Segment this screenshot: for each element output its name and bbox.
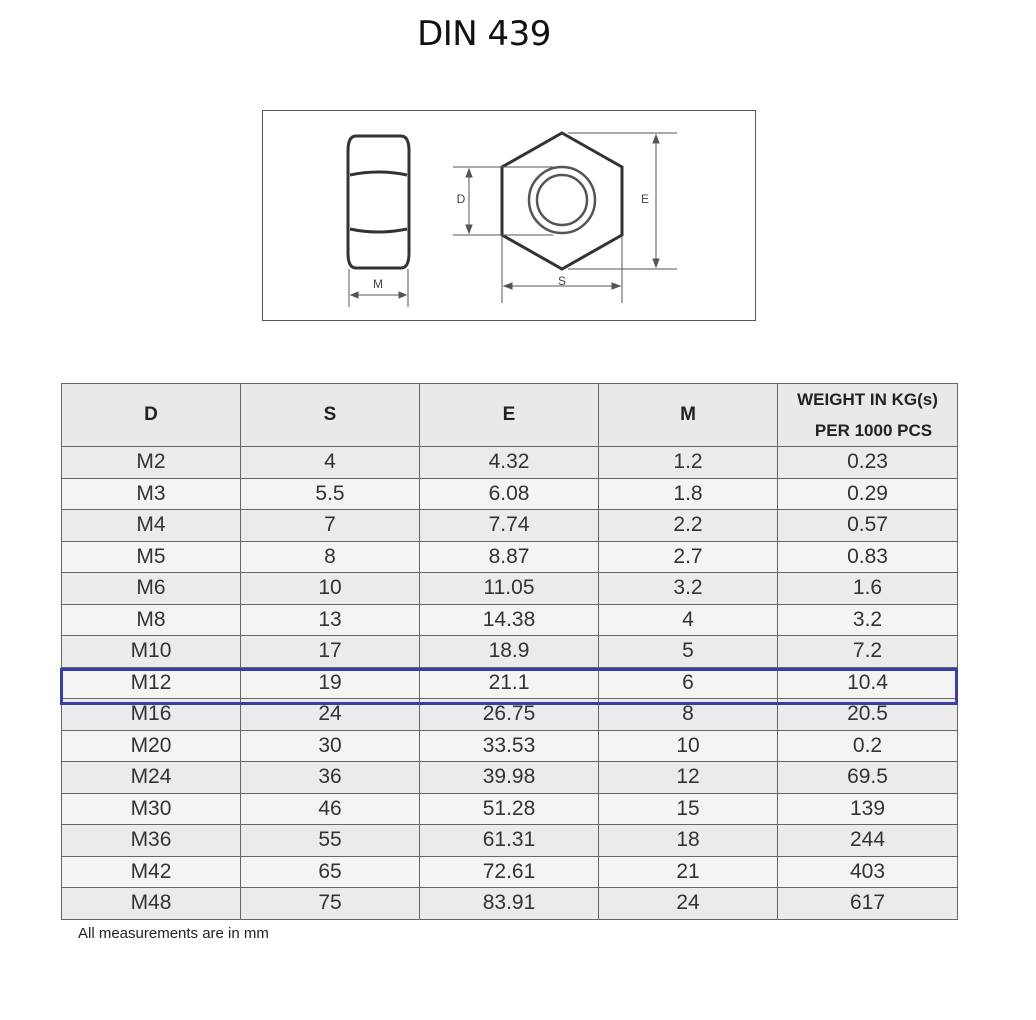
cell-m: 12 [599, 762, 778, 794]
table-row [62, 478, 958, 510]
cell-e: 26.75 [420, 699, 599, 731]
table-row [62, 699, 958, 731]
header-weight-line1: WEIGHT IN KG(s) [797, 390, 938, 409]
header-m: M [599, 384, 778, 447]
header-weight [778, 384, 958, 447]
cell-e: 83.91 [420, 888, 599, 920]
cell-weight: 20.5 [778, 699, 958, 731]
dim-label-s: S [557, 274, 567, 288]
cell-m: 10 [599, 730, 778, 762]
cell-s: 19 [241, 667, 420, 699]
cell-s: 55 [241, 825, 420, 857]
cell-e: 11.05 [420, 573, 599, 605]
cell-d: M12 [62, 667, 241, 699]
cell-m: 6 [599, 667, 778, 699]
cell-m: 15 [599, 793, 778, 825]
table-row [62, 573, 958, 605]
cell-weight: 3.2 [778, 604, 958, 636]
cell-m: 18 [599, 825, 778, 857]
footnote: All measurements are in mm [78, 925, 269, 942]
hex-nut-drawing [262, 110, 756, 321]
cell-e: 8.87 [420, 541, 599, 573]
table-row [62, 856, 958, 888]
cell-e: 18.9 [420, 636, 599, 668]
cell-weight: 0.23 [778, 447, 958, 479]
cell-d: M2 [62, 447, 241, 479]
header-d: D [62, 384, 241, 447]
cell-weight: 0.57 [778, 510, 958, 542]
cell-d: M48 [62, 888, 241, 920]
cell-d: M16 [62, 699, 241, 731]
cell-m: 4 [599, 604, 778, 636]
table-row [62, 541, 958, 573]
table-row [62, 730, 958, 762]
cell-e: 33.53 [420, 730, 599, 762]
table-row [62, 636, 958, 668]
cell-s: 8 [241, 541, 420, 573]
cell-e: 7.74 [420, 510, 599, 542]
cell-d: M4 [62, 510, 241, 542]
cell-weight: 0.2 [778, 730, 958, 762]
cell-weight: 0.83 [778, 541, 958, 573]
cell-weight: 7.2 [778, 636, 958, 668]
cell-s: 5.5 [241, 478, 420, 510]
cell-weight: 617 [778, 888, 958, 920]
cell-m: 3.2 [599, 573, 778, 605]
cell-m: 2.2 [599, 510, 778, 542]
cell-d: M10 [62, 636, 241, 668]
cell-m: 5 [599, 636, 778, 668]
nut-front-view [502, 133, 622, 269]
cell-s: 4 [241, 447, 420, 479]
cell-s: 46 [241, 793, 420, 825]
cell-d: M30 [62, 793, 241, 825]
cell-s: 24 [241, 699, 420, 731]
cell-e: 4.32 [420, 447, 599, 479]
cell-d: M8 [62, 604, 241, 636]
cell-weight: 1.6 [778, 573, 958, 605]
cell-e: 72.61 [420, 856, 599, 888]
hex-nut-diagram [263, 111, 755, 320]
cell-s: 7 [241, 510, 420, 542]
table-row [62, 762, 958, 794]
cell-e: 61.31 [420, 825, 599, 857]
cell-s: 10 [241, 573, 420, 605]
dim-label-m: M [373, 277, 383, 291]
table-row [62, 888, 958, 920]
cell-m: 1.8 [599, 478, 778, 510]
cell-e: 21.1 [420, 667, 599, 699]
header-s: S [241, 384, 420, 447]
cell-weight: 403 [778, 856, 958, 888]
nut-side-view [348, 136, 409, 268]
table-row [62, 447, 958, 479]
table-row [62, 793, 958, 825]
cell-s: 65 [241, 856, 420, 888]
cell-d: M24 [62, 762, 241, 794]
table-row [62, 667, 958, 699]
cell-m: 2.7 [599, 541, 778, 573]
cell-d: M6 [62, 573, 241, 605]
header-e: E [420, 384, 599, 447]
dim-label-d: D [456, 192, 466, 206]
dimension-table [61, 383, 958, 920]
cell-e: 14.38 [420, 604, 599, 636]
cell-weight: 0.29 [778, 478, 958, 510]
cell-m: 21 [599, 856, 778, 888]
cell-d: M42 [62, 856, 241, 888]
cell-d: M5 [62, 541, 241, 573]
cell-m: 1.2 [599, 447, 778, 479]
cell-m: 8 [599, 699, 778, 731]
cell-s: 30 [241, 730, 420, 762]
cell-d: M36 [62, 825, 241, 857]
cell-weight: 139 [778, 793, 958, 825]
cell-weight: 244 [778, 825, 958, 857]
cell-e: 6.08 [420, 478, 599, 510]
table-row [62, 825, 958, 857]
cell-s: 36 [241, 762, 420, 794]
cell-s: 17 [241, 636, 420, 668]
cell-weight: 69.5 [778, 762, 958, 794]
cell-d: M20 [62, 730, 241, 762]
table-header-row [62, 384, 958, 447]
cell-m: 24 [599, 888, 778, 920]
header-weight-line2: PER 1000 PCS [814, 421, 933, 440]
cell-s: 13 [241, 604, 420, 636]
table-row [62, 510, 958, 542]
dim-label-e: E [640, 192, 650, 206]
cell-s: 75 [241, 888, 420, 920]
page-title: DIN 439 [417, 14, 551, 54]
cell-d: M3 [62, 478, 241, 510]
table-row [62, 604, 958, 636]
cell-e: 51.28 [420, 793, 599, 825]
cell-weight: 10.4 [778, 667, 958, 699]
cell-e: 39.98 [420, 762, 599, 794]
